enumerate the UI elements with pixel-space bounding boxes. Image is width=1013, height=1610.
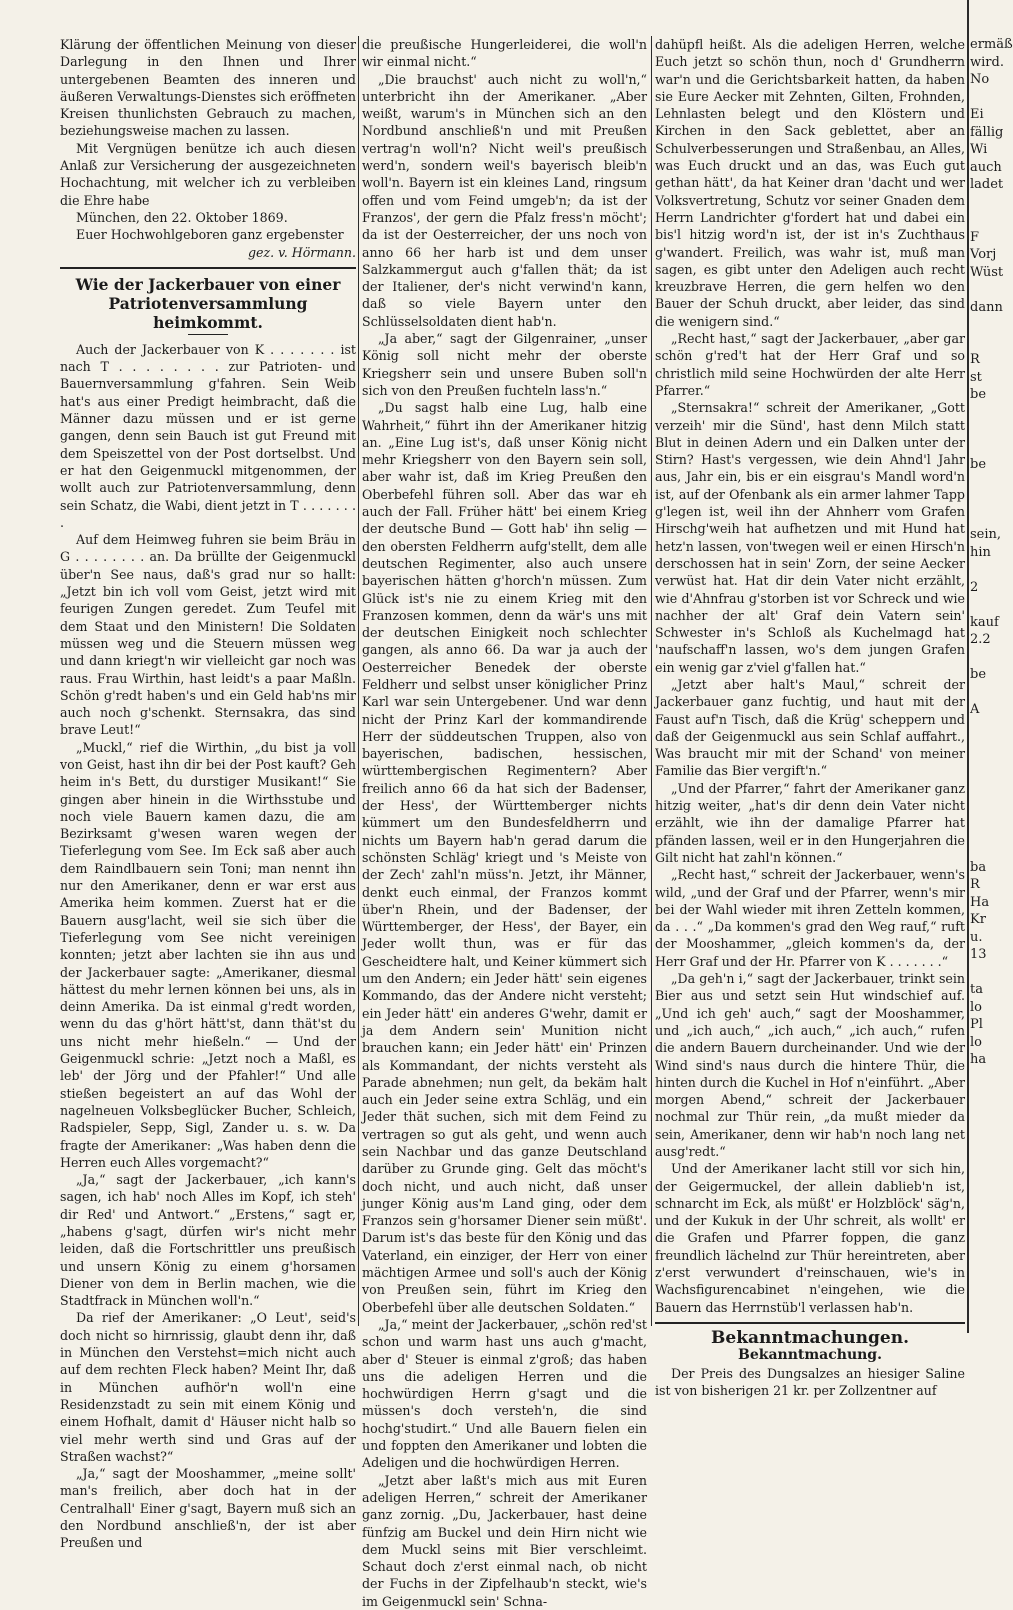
edge-fragment: dann: [970, 299, 1003, 315]
edge-fragment: lo: [970, 999, 982, 1015]
article-paragraph: Auf dem Heimweg fuhren sie beim Bräu in G . . . . . . . . an. Da brüllte der Geigenmuckl über'n See naus, daß's grad nur so hallt: „Jetzt bin ich voll vom Geist, jetzt wird mit feurigen Zungen geredet. Zum Teufel mit dem Staat und den Ministern! Die Soldaten müssen weg und die Steuern müssen weg und dann kriegt'n wir vielleicht gar noch was raus. Frau Wirthin, hast leidt's a paar Maßln. Schön g'redt haben's und ein Geld hab'ns mir auch noch g'schenkt. Sternsakra, das sind brave Leut!“: [60, 532, 356, 738]
edge-fragment: ba: [970, 859, 987, 875]
edge-fragment: 2.2: [970, 632, 991, 647]
column-2: [362, 36, 647, 1609]
notice-text: Der Preis des Dungsalzes an hiesiger Saline ist von bisherigen 21 kr. per Zollzentner auf: [655, 1365, 965, 1398]
section-title: Bekanntmachungen.: [711, 1327, 909, 1348]
section-divider: [60, 267, 356, 269]
edge-fragment: [970, 334, 1002, 352]
edge-fragment: be: [970, 387, 987, 402]
edge-fragment: [970, 754, 1002, 772]
edge-fragment: [970, 771, 1002, 789]
edge-fragment: st: [970, 369, 982, 385]
edge-fragment: [970, 421, 1002, 439]
article-paragraph: „Da geh'n i,“ sagt der Jackerbauer, trinkt sein Bier aus und setzt sein Hut windschief auf. „Und ich geh' auch,“ sagt der Mooshammer, und „ich auch,“ „ich auch,“ „ich auch,“ rufen die andern Bauern durcheinander. Und wie der Wind sind's naus durch die hintere Thür, die hinten durch die Kuchel in Hof n'einführt. „Aber morgen Abend,“ schreit der Jackerbauer nochmal zur Thür rein, „da mußt mieder da sein, Amerikaner, denn wir hab'n noch lang net ausg'redt.“: [655, 971, 965, 1159]
article-paragraph: „Ja,“ sagt der Mooshammer, „meine sollt' man's freilich, aber doch hat in der Centralhall' Einer g'sagt, Bayern muß sich an den Nordbund anschließ'n, der ist aber Preußen und: [60, 1466, 356, 1551]
edge-fragment: [970, 719, 1002, 737]
edge-fragment: Pl: [970, 1017, 983, 1032]
edge-fragment: fällig: [970, 124, 1004, 140]
edge-fragment: [970, 474, 1002, 492]
article-paragraph: „Ja,“ sagt der Jackerbauer, „ich kann's sagen, ich hab' noch Alles im Kopf, ich steh' dir Red' und Antwort.“ „Erstens,“ sagt er, „habens g'sagt, dürfen wir's nicht mehr leiden, daß die Fortschrittler uns preußisch und unsern König zu einem g'horsamen Diener von dem in Berlin machen, wie die Stadtfrack in München woll'n.“: [60, 1172, 356, 1309]
article-paragraph: „Jetzt aber halt's Maul,“ schreit der Jackerbauer ganz fuchtig, und haut mit der Faust auf'n Tisch, daß die Krüg' scheppern und daß der Geigenmuckl aus sein Schlaf auffahrt., Was braucht mir mit der Schand' von meiner Familie das Bier vergift'n.“: [655, 676, 965, 779]
column-rule: [651, 36, 652, 1326]
edge-fragment: auch: [970, 159, 1002, 175]
article-paragraph: „Recht hast,“ schreit der Jackerbauer, wenn's wild, „und der Graf und der Pfarrer, wenn's mir bei der Wahl wieder mit ihren Zetteln kommen, da . . .“ „Da kommen's grad den Weg rauf,“ ruft der Mooshammer, „gleich kommen's da, der Herr Graf und der Hr. Pfarrer von K . . . . . . .“: [655, 867, 965, 969]
article-paragraph: „Und der Pfarrer,“ fahrt der Amerikaner ganz hitzig weiter, „hat's dir denn dein Vater nicht erzählt, wie ihn der damalige Pfarrer hat pfänden lassen, weil er in den Hungerjahren die Gilt nicht hat zahl'n können.“: [655, 780, 965, 865]
edge-fragment: [970, 841, 1002, 859]
edge-fragment: 13: [970, 947, 987, 962]
edge-fragment: wird.: [970, 54, 1004, 70]
article-paragraph: „Jetzt aber laßt's mich aus mit Euren adeligen Herren,“ schreit der Amerikaner ganz zornig. „Du, Jackerbauer, hast deine fünfzig am Buckel und dein Hirn nicht wie dem Muckl seins mit Bier verschleimt. Schaut doch z'erst einmal nach, ob nicht der Fuchs in der Zipfelhaub'n steckt, wie's im Geigenmuckl sein' Schna-: [362, 1472, 647, 1609]
edge-fragment: [970, 736, 1002, 754]
edge-fragment: [970, 211, 1002, 229]
edge-fragment: ermäß: [970, 37, 1013, 52]
edge-fragment: [970, 89, 1002, 107]
section-divider: [655, 1322, 965, 1324]
article-paragraph: dahüpfl heißt. Als die adeligen Herren, welche Euch jetzt so schön thun, noch d' Grundherrn war'n und die Gerichtsbarkeit hatten, da haben sie Eure Aecker mit Zehnten, Gilten, Frohnden, Lehnlasten belegt und den Klöstern und Kirchen in den Sack geblettet, aber an Schulverbesserungen und Straßenbau, an Alles, was Euch druckt und an das, was Euch gut gethan hätt', da hat Keiner dran 'dacht und wer Volksvertretung, Schutz vor seiner Gnaden dem Herrn Landrichter g'fordert hat und dabei ein bis'l hitzig word'n ist, der ist in's Zuchthaus g'wandert. Freilich, was wahr ist, muß man sagen, es gibt unter den Adeligen auch recht kreuzbrave Herren, die gern helfen wo den Bauer der Schuh druckt, aber leider, das sind die wenigern sind.“: [655, 37, 965, 329]
intro-paragraph: Klärung der öffentlichen Meinung von dieser Darlegung in den Ihnen und Ihrer untergebenen Beamten des inneren und äußeren Verwaltungs-Dienstes sich eröffneten Kreisen thunlichsten Gebrauch zu machen, beziehungsweise machen zu lassen.: [60, 37, 356, 139]
edge-fragment: [970, 404, 1002, 422]
edge-fragment: [970, 824, 1002, 842]
article-paragraph: die preußische Hungerleiderei, die woll'n wir einmal nicht.“: [362, 37, 647, 70]
edge-fragment: hin: [970, 544, 991, 560]
closing-paragraph: Mit Vergnügen benütze ich auch diesen Anlaß zur Versicherung der ausgezeichneten Hochachtung, mit welcher ich zu verbleiben die Ehre habe: [60, 140, 356, 208]
edge-fragment: Vorj: [970, 247, 997, 262]
edge-fragment: [970, 789, 1002, 807]
edge-fragment: Wi: [970, 142, 988, 157]
article-paragraph: „Die brauchst' auch nicht zu woll'n,“ unterbricht ihn der Amerikaner. „Aber weißt, warum's in München sich an den Nordbund anschließ'n und mit Preußen vertrag'n woll'n? Nicht weil's preußisch werd'n, sondern weil's bayerisch bleib'n woll'n. Bayern ist ein kleines Land, ringsum offen und vom Feind umgeb'n; da ist der Franzos', der gern die Pfalz fress'n möcht'; da ist der Oesterreicher, der uns noch von anno 66 her harb ist und dem unser Salzkammergut auch g'fallen thät; da ist der Italiener, der's nicht verwind'n kann, daß so viele Bayern unter den Schlüsselsoldaten dient hab'n.: [362, 71, 647, 329]
letter-signature: gez. v. Hörmann.: [247, 244, 356, 260]
edge-fragment: R: [970, 877, 980, 892]
edge-fragment: [970, 316, 1002, 334]
article-paragraph: Da rief der Amerikaner: „O Leut', seid's doch nicht so hirnrissig, glaubt denn ihr, daß in München den Verstehst=mich nicht auch auf dem rechten Fleck haben? Meint Ihr, daß in München aufhör'n woll'n eine Residenzstadt zu sein mit einem König und einem Hofhalt, damit d' Häuser nicht halb so viel mehr werth sind und Gras auf der Straßen wachst?“: [60, 1310, 356, 1464]
edge-fragment: [970, 439, 1002, 457]
edge-fragment: [970, 964, 1002, 982]
edge-fragment: kauf: [970, 614, 999, 630]
column-rule: [967, 0, 969, 1333]
letter-greeting: Euer Hochwohlgeboren ganz ergebenster: [76, 227, 344, 243]
column-4-cut: [970, 36, 1013, 1326]
edge-fragment: F: [970, 229, 980, 245]
article-headline: Wie der Jackerbauer von einer Patriotenversammlung heimkommt.: [75, 274, 341, 332]
article-paragraph: Auch der Jackerbauer von K . . . . . . . ist nach T . . . . . . . . zur Patrioten- und Bauernversammlung g'fahren. Sein Weib hat's aus einer Predigt heimbracht, daß die Männer dazu müssen und er ist gerne gangen, denn sein Bauch ist gut Freund mit dem Speiszettel von der Post dortselbst. Und er hat den Geigenmuckl mitgenommen, der wollt auch zur Patriotenversammlung, denn sein Schatz, die Wabi, dient jetzt in T . . . . . . . .: [60, 341, 356, 530]
article-paragraph: „Ja,“ meint der Jackerbauer, „schön red'st schon und warm hast uns auch g'macht, aber d' Steuer is einmal z'groß; das haben uns die adeligen Herren und die hochwürdigen Herrn g'sagt und die müssen's doch versteh'n, die sind hochg'studirt.“ Und alle Bauern fielen ein und foppten den Amerikaner und lobten die Adeligen und die hochwürdigen Herren.: [362, 1316, 647, 1471]
column-3: [655, 36, 965, 1398]
article-paragraph: „Muckl,“ rief die Wirthin, „du bist ja voll von Geist, hast ihn dir bei der Post kauft? Geh heim in's Bett, du durstiger Musikant!“ Sie gingen aber hinein in die Wirthsstube und noch viele Bauern kamen dazu, die am Bezirksamt g'wesen waren wegen der Tieferlegung vom See. Im Eck saß aber auch dem Raindlbauern sein Toni; man nennt ihn nur den Amerikaner, denn er war erst aus Amerika heim kommen. Zuerst hat er die Bauern ausg'lacht, weil sie sich über die Tieferlegung vom See nicht vereinigen konnten; jetzt aber lachten sie ihn aus und der Jackerbauer sagte: „Amerikaner, diesmal hättest du mehr lernen können bei uns, als in deinn Amerika. Da ist einmal g'redt worden, wenn du das g'hört hätt'st, dann thät'st du uns nicht mehr hießeln.“ — Und der Geigenmuckl schrie: „Jetzt noch a Maßl, es leb' der Jörg und der Pfahler!“ Und alle stießen begeistert an auf das Wohl der nagelneuen Volksbeglücker Bucher, Schleich, Radspieler, Sepp, Sigl, Zander u. s. w. Da fragte der Amerikaner: „Was haben denn die Herren euch Alles vorgemacht?“: [60, 739, 356, 1170]
edge-fragment: be: [970, 667, 987, 682]
column-rule: [358, 36, 359, 1326]
edge-fragment: Kr: [970, 912, 986, 927]
edge-fragment: Wüst: [970, 264, 1004, 280]
edge-fragment: A: [970, 702, 980, 717]
column-1: [60, 36, 356, 1551]
edge-fragment: lo: [970, 1034, 982, 1050]
article-paragraph: „Du sagst halb eine Lug, halb eine Wahrheit,“ führt ihn der Amerikaner hitzig an. „Eine Lug ist's, daß unser König nicht mehr Kriegsherr von den Bayern sein soll, aber wahr ist, daß im Krieg Preußen den Oberbefehl führen soll. Aber das war eh auch der Fall. Früher hätt' bei einem Krieg der deutsche Bund — Gott hab' ihn selig — den obersten Feldherrn aufg'stellt, dem alle deutschen Regimenter, also auch unsere bayerischen hätten g'horch'n müssen. Zum Glück ist's nie zu einem Krieg mit den Franzosen kommen, denn da wär's uns mit der deutschen Einigkeit noch schlechter gangen, als anno 66. Da war ja auch der Oesterreicher Benedek der oberste Feldherr und selbst unser königlicher Prinz Karl war sein Untergebener. Und war denn nicht der Prinz Karl der kommandirende Herr der süddeutschen Truppen, also von bayerischen, badischen, hessischen, württembergischen Regimentern? Aber freilich anno 66 da hat sich der Badenser, der Hess', der Württemberger nichts kümmert um den Bundesfeldherrn und nichts um Bayern hab'n gerad darum die schönsten Schläg' kriegt und 's Meiste von der Zech' zahl'n müss'n. Jetzt, ihr Männer, denkt euch einmal, der Franzos kommt über'n Rhein, und der Badenser, der Württemberger, der Hess', der Bayer, ein Jeder wollt thun, was er für das Gescheidtere halt, und Keiner kümmert sich um den Andern; ein Jeder hätt' sein eigenes Kommando, das der Andere nicht versteht; ein Jeder hätt' ein anderes G'wehr, damit er ja dem Andern sein' Munition nicht brauchen kann; ein Jeder hätt' ein' Prinzen als Kommandant, der nichts versteht als Parade abnehmen; nun gelt, da bekäm halt auch ein Jeder seine extra Schläg, und ein Jeder thät suchen, sich mit dem Feind zu vertragen so gut als geht, und wenn auch sein Nachbar und das ganze Deutschland darüber zu Grunde ging. Gelt das möcht's doch nicht, und auch nicht, daß unser junger König aus'm Land ging, oder dem Franzos sein g'horsamer Diener sein müßt'. Darum ist's das beste für den König und das Vaterland, ein einziger, der Herr von einer mächtigen Armee und soll's auch der König von Preußen sein, führt im Krieg den Oberbefehl über alle deutschen Soldaten.“: [362, 400, 647, 1315]
edge-fragment: Ha: [970, 894, 990, 910]
edge-fragment: [970, 491, 1002, 509]
edge-fragment: sein,: [970, 527, 1002, 542]
edge-fragment: be: [970, 457, 987, 472]
edge-fragment: [970, 194, 1002, 212]
edge-fragment: [970, 596, 1002, 614]
edge-fragment: R: [970, 352, 980, 367]
edge-fragment: ladet: [970, 177, 1004, 192]
article-paragraph: „Ja aber,“ sagt der Gilgenrainer, „unser König soll nicht mehr der oberste Kriegsherr sein und unsere Buben soll'n sich von den Preußen fuchteln lass'n.“: [362, 331, 647, 398]
article-paragraph: „Recht hast,“ sagt der Jackerbauer, „aber gar schön g'red't hat der Herr Graf und so christlich mild seine Hochwürden der alte Herr Pfarrer.“: [655, 331, 965, 398]
letter-date: München, den 22. Oktober 1869.: [76, 209, 288, 225]
edge-fragment: ta: [970, 982, 983, 997]
notice-title: Bekanntmachung.: [738, 1347, 882, 1364]
article-paragraph: Und der Amerikaner lacht still vor sich hin, der Geigermuckel, der allein dablieb'n ist, schnarcht im Eck, als müßt' er Holzblöck' säg'n, und der Kukuk in der Uhr schreit, als wollt' er die Grafen und Pfarrer foppen, die ganz freundlich lächelnd zur Thür hereintreten, aber z'erst verwundert d'reinschauen, wie's in Wachsfigurencabinet n'eingehen, wie die Bauern das Herrnstüb'l verlassen hab'n.: [655, 1161, 965, 1315]
edge-fragment: [970, 509, 1002, 527]
edge-fragment: No: [970, 72, 990, 87]
edge-fragment: [970, 281, 1002, 299]
edge-fragment: Ei: [970, 107, 984, 122]
headline-divider: [188, 334, 228, 335]
edge-fragment: ha: [970, 1052, 987, 1067]
edge-fragment: [970, 649, 1002, 667]
edge-fragment: [970, 684, 1002, 702]
article-paragraph: „Sternsakra!“ schreit der Amerikaner, „Gott verzeih' mir die Sünd', hast denn Milch statt Blut in deinen Adern und ein Dalken unter der Stirn? Hast's vergessen, wie dein Ahnd'l Jahr aus, Jahr ein, bis er ein eisgrau's Mandl word'n ist, auf der Ofenbank als ein armer lahmer Tapp g'legen ist, weil ihn der Ahnherr vom Grafen Hirschg'weih hat aufhetzen und mit Hund hat hetz'n lassen, von'twegen weil er einen Hirsch'n derschossen hat in sein' Zorn, der seine Aecker verwüst hat. Hat dir dein Vater nicht erzählt, wie d'Ahnfrau g'storben ist vor Schreck und wie nachher der alt' Graf dein Vatern sein' Schwester in's Schloß als Kuchelmagd hat 'naufschaff'n lassen, wo's dem jungen Grafen ein wenig gar z'viel g'fallen hat.“: [655, 400, 965, 675]
edge-fragment: [970, 561, 1002, 579]
edge-fragment: [970, 806, 1002, 824]
edge-fragment: 2: [970, 579, 979, 595]
edge-fragment: u.: [970, 929, 983, 945]
